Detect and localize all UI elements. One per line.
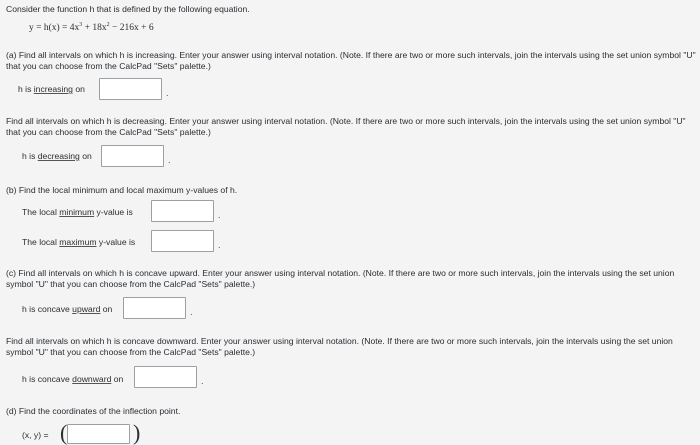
concave-downward-instruction: Find all intervals on which h is concave downward. Enter your answer using interval notation. (Note. If there are two or more such intervals, join the intervals using the set union symbol "U" that you can choose from the CalcPad "Sets" palette.) [6,336,673,357]
part-c-instruction: (c) Find all intervals on which h is concave upward. Enter your answer using interval notation. (Note. If there are two or more such intervals, join the intervals using the set union symbol "U" that you can choose from the CalcPad "Sets" palette.) [6,268,675,289]
equation: $y = h(x) = 4x^3 + 18x^2 - 216x + 6$ [29,22,154,34]
inflection-point-label: (x, y) = [22,430,49,440]
decreasing-instruction: Find all intervals on which h is decreasing. Enter your answer using interval notation. (Note. If there are two or more such intervals, join the intervals using the set union symbol "U" that you can choose from the CalcPad "Sets" palette.) [6,116,686,137]
decreasing-label: h is decreasing on [22,151,92,161]
period: . [166,88,169,98]
increasing-input[interactable] [99,78,162,100]
period: . [168,155,171,165]
increasing-label: h is increasing on [18,84,85,94]
local-max-input[interactable] [151,230,214,252]
part-a-instruction: (a) Find all intervals on which h is increasing. Enter your answer using interval notation. (Note. If there are two or more such intervals, join the intervals using the set union symbol "U" that you can choose from the CalcPad "Sets" palette.) [6,50,696,71]
concave-downward-input[interactable] [134,366,197,388]
concave-upward-input[interactable] [123,297,186,319]
part-b-instruction: (b) Find the local minimum and local maximum y-values of h. [6,185,238,195]
period: . [190,307,193,317]
decreasing-input[interactable] [101,145,164,167]
close-paren: ) [133,420,141,445]
open-paren: ( [60,420,68,445]
local-min-label: The local minimum y-value is [22,207,133,217]
local-min-input[interactable] [151,200,214,222]
intro-text: Consider the function h that is defined by the following equation. [6,4,250,14]
part-d-instruction: (d) Find the coordinates of the inflection point. [6,406,181,416]
period: . [218,240,221,250]
period: . [201,376,204,386]
local-max-label: The local maximum y-value is [22,237,136,247]
concave-upward-label: h is concave upward on [22,304,113,314]
concave-downward-label: h is concave downward on [22,374,124,384]
period: . [218,210,221,220]
inflection-point-input[interactable] [67,424,130,444]
